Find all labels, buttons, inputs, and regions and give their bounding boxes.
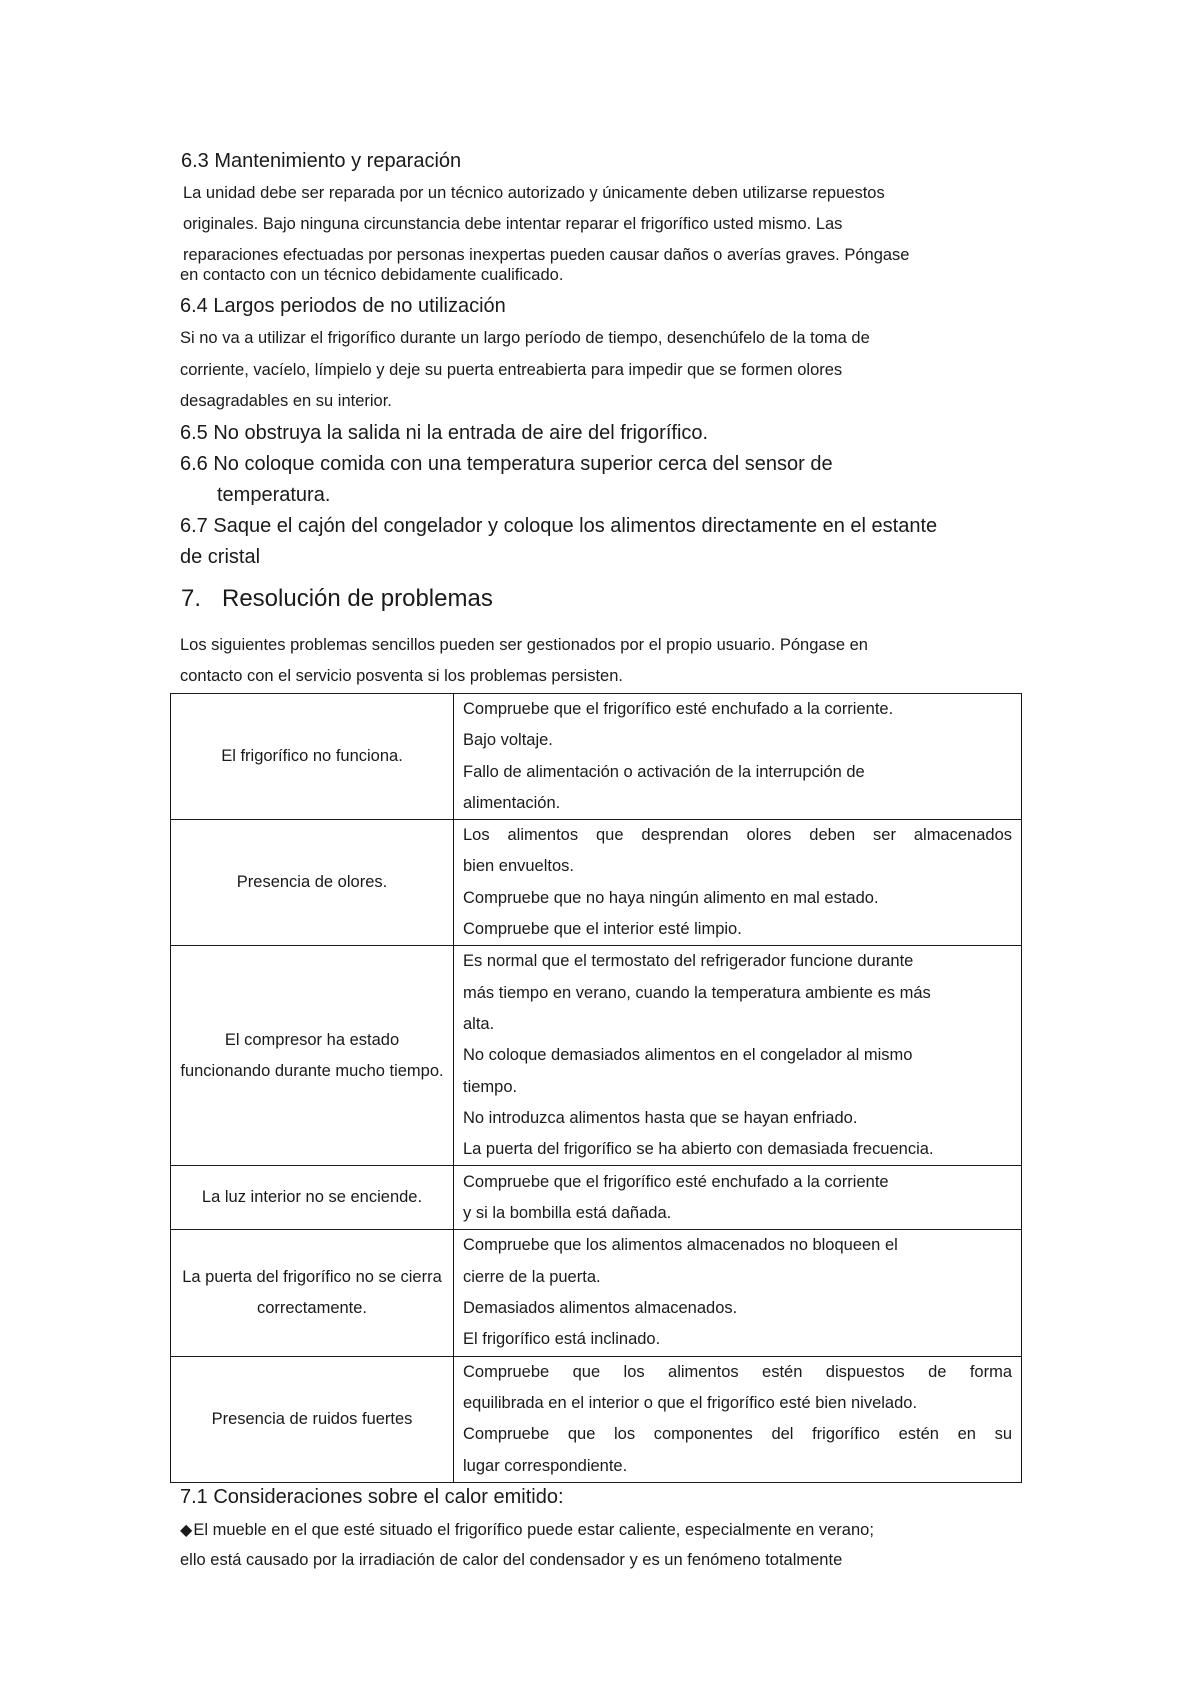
solution-line: alta. [463, 1014, 495, 1033]
troubleshooting-table [170, 693, 1022, 1483]
solution-line: Es normal que el termostato del refrigerador funcione durante [463, 952, 914, 971]
solution-line: bien envueltos. [463, 857, 574, 876]
section-7-1-line: ello está causado por la irradiación de calor del condensador y es un fenómeno totalmente [180, 1551, 843, 1569]
section-6-3-line: La unidad debe ser reparada por un técnico autorizado y únicamente deben utilizarse repuestos [183, 184, 885, 202]
diamond-bullet-icon: ◆ [180, 1522, 193, 1539]
solution-line: Compruebe que los alimentos estén dispuestos de forma [463, 1362, 1012, 1381]
section-6-3-line: reparaciones efectuadas por personas inexpertas pueden causar daños o averías graves. Póngase [183, 246, 910, 264]
solution-cell [454, 1230, 1022, 1356]
solution-line: lugar correspondiente. [463, 1456, 628, 1475]
solution-line: No introduzca alimentos hasta que se hayan enfriado. [463, 1108, 858, 1127]
table-row [171, 694, 1022, 820]
section-6-7-line: de cristal [180, 546, 261, 568]
section-7-intro-line: contacto con el servicio posventa si los problemas persisten. [180, 667, 623, 685]
solution-line: Compruebe que el frigorífico esté enchufado a la corriente [463, 1172, 889, 1191]
section-7-number: 7. [181, 585, 202, 612]
solution-line: Compruebe que no haya ningún alimento en mal estado. [463, 888, 879, 907]
section-7-heading: Resolución de problemas [222, 585, 493, 612]
section-7-1-bullet-line [180, 1520, 874, 1540]
section-6-3-heading: 6.3 Mantenimiento y reparación [181, 150, 462, 172]
section-6-4-line: desagradables en su interior. [180, 392, 392, 410]
problem-cell: Presencia de ruidos fuertes [171, 1356, 454, 1482]
section-6-6-line: temperatura. [217, 484, 331, 506]
section-6-4-line: corriente, vacíelo, límpielo y deje su puerta entreabierta para impedir que se formen olores [180, 361, 843, 379]
section-6-4-line: Si no va a utilizar el frigorífico durante un largo período de tiempo, desenchúfelo de la toma de [180, 329, 870, 347]
solution-line: No coloque demasiados alimentos en el congelador al mismo [463, 1046, 913, 1065]
solution-line: Compruebe que el frigorífico esté enchufado a la corriente. [463, 700, 894, 718]
solution-line: alimentación. [463, 793, 561, 812]
solution-cell [454, 1166, 1022, 1230]
solution-line: Bajo voltaje. [463, 731, 553, 750]
section-6-5-text: 6.5 No obstruya la salida ni la entrada de aire del frigorífico. [180, 422, 709, 444]
problem-cell: El frigorífico no funciona. [171, 694, 454, 820]
section-6-3-line: en contacto con un técnico debidamente cualificado. [180, 266, 564, 284]
solution-line: Fallo de alimentación o activación de la interrupción de [463, 762, 865, 781]
section-6-4-heading: 6.4 Largos periodos de no utilización [180, 295, 506, 317]
problem-cell: Presencia de olores. [171, 820, 454, 946]
section-6-6-line: 6.6 No coloque comida con una temperatura superior cerca del sensor de [180, 453, 833, 475]
solution-line: tiempo. [463, 1077, 518, 1096]
solution-line: El frigorífico está inclinado. [463, 1330, 661, 1349]
table-row [171, 1166, 1022, 1230]
solution-line: Demasiados alimentos almacenados. [463, 1299, 738, 1318]
section-7-intro-line: Los siguientes problemas sencillos pueden ser gestionados por el propio usuario. Póngase en [180, 636, 868, 654]
solution-cell [454, 1356, 1022, 1482]
problem-cell: La puerta del frigorífico no se cierra correctamente. [171, 1230, 454, 1356]
table-row [171, 946, 1022, 1166]
section-6-7-line: 6.7 Saque el cajón del congelador y coloque los alimentos directamente en el estante [180, 515, 938, 537]
section-7-1-text: El mueble en el que esté situado el frigorífico puede estar caliente, especialmente en verano; [193, 1521, 874, 1539]
solution-line: y si la bombilla está dañada. [463, 1203, 672, 1222]
solution-line: cierre de la puerta. [463, 1267, 601, 1286]
solution-line: Los alimentos que desprendan olores deben ser almacenados [463, 826, 1012, 845]
solution-line: Compruebe que el interior esté limpio. [463, 920, 742, 939]
solution-line: Compruebe que los alimentos almacenados no bloqueen el [463, 1236, 898, 1255]
solution-line: más tiempo en verano, cuando la temperatura ambiente es más [463, 983, 931, 1002]
table-row [171, 1356, 1022, 1482]
problem-cell: El compresor ha estado funcionando durante mucho tiempo. [171, 946, 454, 1166]
solution-line: equilibrada en el interior o que el frigorífico esté bien nivelado. [463, 1393, 918, 1412]
solution-cell [454, 694, 1022, 820]
solution-cell [454, 946, 1022, 1166]
section-7-1-heading: 7.1 Consideraciones sobre el calor emitido: [180, 1486, 564, 1508]
section-6-3-line: originales. Bajo ninguna circunstancia debe intentar reparar el frigorífico usted mismo. Las [183, 215, 843, 233]
table-row [171, 820, 1022, 946]
solution-cell [454, 820, 1022, 946]
solution-line: La puerta del frigorífico se ha abierto con demasiada frecuencia. [463, 1140, 934, 1159]
problem-cell: La luz interior no se enciende. [171, 1166, 454, 1230]
solution-line: Compruebe que los componentes del frigorífico estén en su [463, 1425, 1012, 1444]
table-row [171, 1230, 1022, 1356]
